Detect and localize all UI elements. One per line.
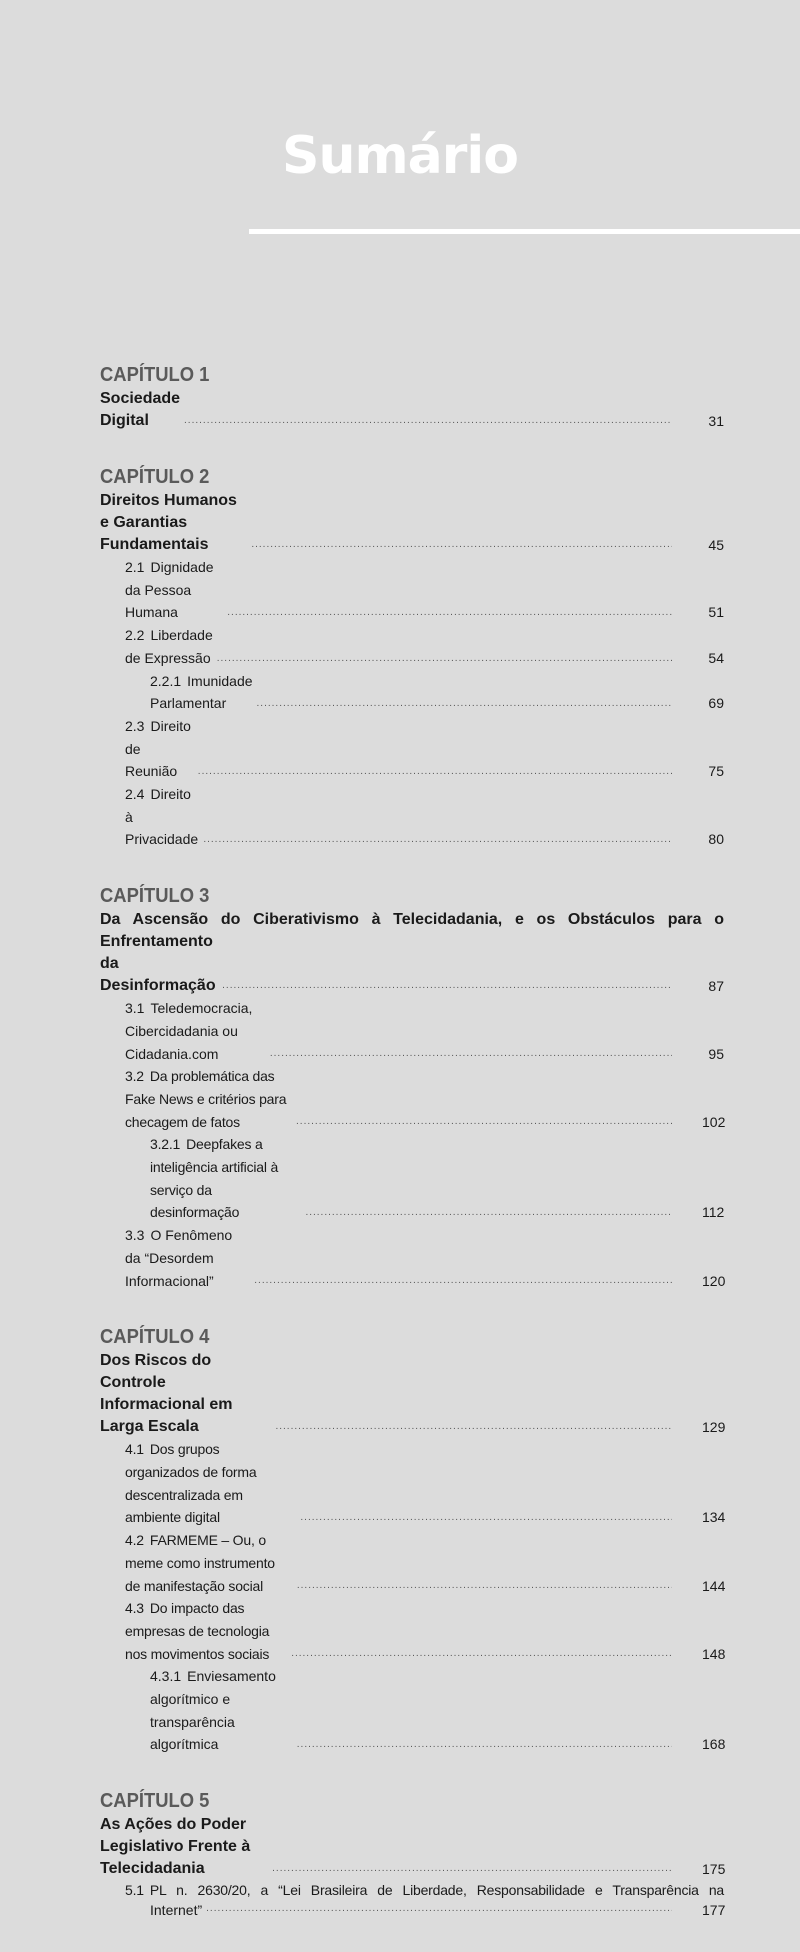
toc-entry[interactable]	[100, 1597, 724, 1665]
toc-entry[interactable]	[100, 670, 724, 715]
chapter-label: CAPÍTULO 1	[100, 364, 210, 386]
page-number: 148	[702, 1645, 726, 1662]
toc-entry[interactable]	[100, 1438, 724, 1529]
dot-leader	[251, 538, 672, 556]
dot-leader	[222, 979, 672, 997]
entry-title: Sociedade Digital	[100, 390, 181, 429]
entry-title-line-1: Da Ascensão do Ciberativismo à Telecidadania, e os Obstáculos para o	[100, 911, 724, 929]
section-number: 3.3	[125, 1227, 145, 1244]
section-number: 2.1	[125, 559, 145, 575]
toc-main-entry[interactable]	[100, 1814, 724, 1880]
page-number: 31	[708, 413, 724, 429]
page-number: 175	[702, 1861, 726, 1878]
toc-main-entry[interactable]	[100, 1350, 724, 1438]
entry-title: Dos Riscos do Controle Informacional em Larga Escala	[100, 1352, 233, 1436]
chapter-4	[100, 1324, 724, 1756]
section-number: 2.3	[125, 717, 145, 734]
entry-title: As Ações do Poder Legislativo Frente à Telecidadania	[100, 1816, 251, 1878]
page-number: 112	[702, 1204, 725, 1221]
toc-entry[interactable]	[100, 997, 724, 1065]
entry-title-line-1: PL n. 2630/20, a “Lei Brasileira de Liberdade, Responsabilidade e Transparência na	[149, 1882, 724, 1899]
entry-title: FARMEME – Ou, o meme como instrumento de manifestação social	[125, 1532, 275, 1594]
dot-leader	[300, 1511, 672, 1529]
entry-title: Direito de Reunião	[125, 717, 191, 780]
entry-title-line-2: Internet”	[150, 1902, 203, 1919]
dot-leader	[184, 414, 672, 432]
page-number: 80	[708, 831, 724, 848]
section-number: 4.3.1	[150, 1668, 182, 1685]
toc-entry[interactable]	[100, 556, 724, 624]
entry-title: Liberdade de Expressão	[125, 627, 213, 666]
entry-title: Direitos Humanos e Garantias Fundamentais	[100, 492, 237, 553]
toc-entry[interactable]	[100, 1665, 724, 1756]
dot-leader	[198, 765, 672, 783]
toc-entry[interactable]	[100, 1880, 724, 1920]
dot-leader	[270, 1047, 672, 1065]
entry-title: Dignidade da Pessoa Humana	[125, 559, 214, 621]
toc-entry[interactable]	[100, 1065, 724, 1133]
dot-leader	[297, 1738, 672, 1756]
toc-entry[interactable]	[100, 783, 724, 851]
page-number: 95	[708, 1045, 724, 1062]
table-of-contents	[100, 362, 724, 1952]
dot-leader	[305, 1206, 672, 1224]
section-number: 2.2.1	[150, 672, 182, 689]
dot-leader	[275, 1420, 672, 1438]
section-number: 4.3	[125, 1600, 144, 1617]
page-number: 87	[708, 978, 724, 995]
section-number: 3.1	[125, 1000, 145, 1017]
toc-entry[interactable]	[100, 1224, 724, 1292]
page-number: 129	[702, 1419, 726, 1436]
entry-title: Do impacto das empresas de tecnologia nos movimentos sociais	[125, 1600, 270, 1662]
dot-leader	[227, 606, 672, 624]
page-number: 54	[708, 649, 724, 666]
chapter-label: CAPÍTULO 5	[100, 1790, 210, 1813]
section-number: 2.2	[125, 627, 145, 644]
chapter-label: CAPÍTULO 4	[100, 1326, 210, 1349]
toc-main-entry[interactable]	[100, 388, 724, 432]
entry-title: O Fenômeno da “Desordem Informacional”	[125, 1227, 233, 1289]
chapter-2	[100, 464, 724, 851]
entry-title: Da problemática das Fake News e critérios para checagem de fatos	[125, 1068, 287, 1130]
dot-leader	[291, 1647, 672, 1665]
page-number: 45	[708, 537, 724, 553]
dot-leader	[206, 1902, 672, 1920]
page-number: 102	[702, 1113, 726, 1130]
entry-title: Dos grupos organizados de forma descentralizada em ambiente digital	[125, 1441, 257, 1526]
section-number: 2.4	[125, 786, 145, 803]
page-number: 177	[702, 1902, 726, 1919]
chapter-5	[100, 1788, 724, 1920]
section-number: 3.2	[125, 1068, 144, 1085]
toc-entry[interactable]	[100, 1133, 724, 1224]
entry-title: Teledemocracia, Cibercidadania ou Cidadania.com	[125, 1000, 253, 1062]
page-number: 75	[708, 763, 724, 780]
toc-main-entry[interactable]	[100, 909, 724, 997]
page-number: 69	[708, 695, 724, 712]
dot-leader	[217, 652, 672, 670]
dot-leader	[257, 697, 672, 715]
section-number: 5.1	[125, 1882, 144, 1899]
toc-entry[interactable]	[100, 1529, 724, 1597]
entry-title-line-2: Enfrentamento da Desinformação	[100, 933, 216, 995]
dot-leader	[272, 1862, 672, 1880]
entry-title: Deepfakes a inteligência artificial à serviço da desinformação	[150, 1136, 279, 1221]
chapter-3	[100, 883, 724, 1292]
chapter-label: CAPÍTULO 2	[100, 466, 210, 488]
page-number: 144	[702, 1577, 726, 1594]
toc-main-entry[interactable]	[100, 490, 724, 556]
dot-leader	[203, 833, 672, 851]
title-underline	[249, 229, 800, 234]
page-number: 134	[701, 1509, 726, 1526]
page-number: 120	[702, 1272, 726, 1289]
page-number: 168	[702, 1736, 726, 1753]
dot-leader	[296, 1115, 672, 1133]
dot-leader	[254, 1274, 672, 1292]
toc-entry[interactable]	[100, 715, 724, 783]
entry-title: Enviesamento algorítmico e transparência algorítmica	[150, 1668, 276, 1753]
section-number: 4.1	[125, 1441, 144, 1458]
chapter-label: CAPÍTULO 3	[100, 885, 210, 908]
section-number: 3.2.1	[150, 1136, 181, 1153]
dot-leader	[297, 1579, 672, 1597]
page-title: Sumário	[282, 126, 518, 186]
chapter-1	[100, 362, 724, 432]
section-number: 4.2	[125, 1532, 144, 1549]
toc-entry[interactable]	[100, 624, 724, 669]
page-number: 51	[708, 604, 724, 621]
entry-title: Imunidade Parlamentar	[150, 672, 253, 712]
entry-title: Direito à Privacidade	[125, 786, 199, 848]
